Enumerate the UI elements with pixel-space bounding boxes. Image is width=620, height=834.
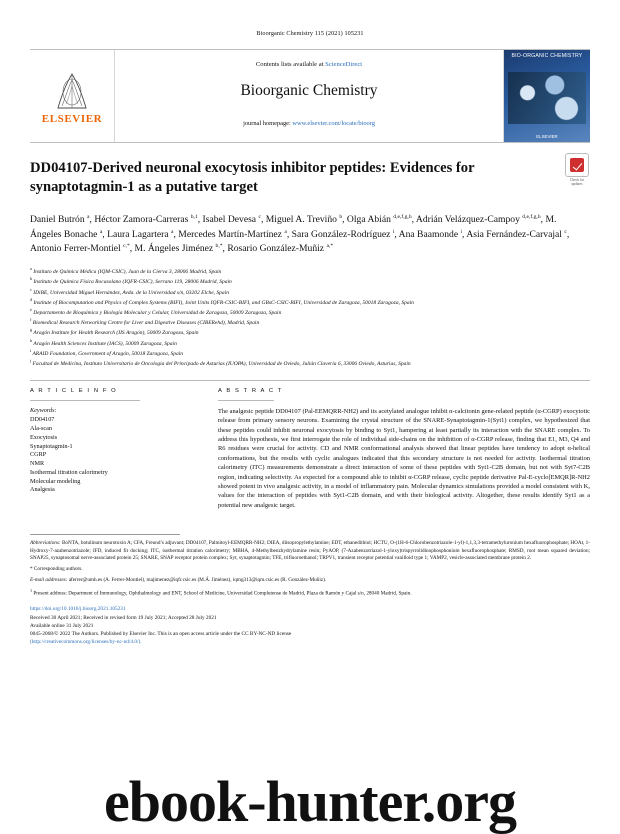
license-line: 0045-2068/© 2022 The Authors. Published by Elsevier Inc. This is an open access article under the CC BY-NC-ND license [30,631,292,638]
journal-homepage-link[interactable]: www.elsevier.com/locate/bioorg [292,120,375,127]
abbreviations-text: BoNTA, botulinum neurotoxin A; CFA, Freund’s adjuvant; DD04107, Palmitoyl-EEMQRR-NH2; DIEA, diisopropylethylamine; EDT, ethanedithiol; HCTU, O-(1H-6-Chlorobenzotriazole-1-yl)-1,1,3,3-tetramethyluronium hexafluorophosphate; HOAt, 1-Hydroxy-7-azabenzotriazole; IFD, induced fit docking; ITC, isothermal titration calorimetry; MBHA, 4-Methylbenzhydrylamine resin; PyAOP, (7-Azabenzotriazol-1-yloxy)trispyrrolidinophosphonium hexafluorophosphate; RMSD, root mean squared deviation; SNAP25, synaptosomal nerve-associated protein 25; SNARE, SNAP receptor protein complex; Syt, synaptotagmin; TFE, trifluoroethanol; TRPV1, transient receptor potential vanilloid type 1; VAMP2, vesicle-associated membrane protein 2. [30,539,591,562]
masthead-center [114,50,504,142]
affiliation-item: $^f$ Biomedical Research Networking Centre for Liver and Digestive Diseases (CIBERehd), Madrid, Spain [30,317,260,326]
present-address-text: Present address: Department of Immunology, Ophthalmology and ENT, School of Medicine, Universidad Complutense de Madrid, Plaza de Ramón y Cajal s/n, 28040 Madrid, Spain. [33,590,412,597]
cover-title: BIO-ORGANIC CHEMISTRY [511,53,583,59]
abstract-column [218,388,590,510]
journal-title: Bioorganic Chemistry [240,82,378,99]
affiliation-item: $^b$ Instituto de Química Física Rocasolano (IQFR-CSIC), Serrano 119, 28006 Madrid, Spain [30,276,232,286]
affiliation-item: $^a$ Instituto de Química Médica (IQM-CSIC), Juan de la Cierva 3, 28006 Madrid, Spain [30,266,222,276]
affiliation-item: $^j$ Facultad de Medicina, Instituto Universitario de Oncología del Principado de Asturias (IUOPA), Universidad de Oviedo, Julián Clavería 6, 33006 Oviedo, Asturias, Spain [30,357,411,367]
abstract-rule [218,400,274,401]
keyword-item: Molecular modeling [30,477,81,485]
affiliation-item: $^c$ IDiBE, Universidad Miguel Hernández, Avda. de la Universidad s/n, 03202 Elche, Spain [30,286,229,296]
title-block [30,159,590,197]
email-addresses[interactable]: aferrer@umh.es (A. Ferrer-Montiel), majimenez@iqfr.csic.es (M.Á. Jiménez), iqmg313@iqm.csic.es (R. González-Muñiz). [68,577,327,584]
journal-masthead [30,49,590,143]
article-info-column [30,388,200,510]
corresponding-note: * Corresponding authors. [30,566,83,573]
journal-cover [503,50,590,142]
affiliation-item: $^e$ Departamento de Bioquímica y Biología Molecular y Celular, Universidad de Zaragoza, 50009 Zaragoza, Spain [30,306,282,316]
affiliation-item: $^d$ Institute of Biocomputation and Physics of Complex Systems (BIFI), Joint Units IQFR-CSIC-BIFI, and GBsC-CSIC-BIFI, Universidad de Zaragoza, 50018 Zaragoza, Spain [30,296,414,306]
present-address-note [30,588,590,599]
keyword-item: Analgesia [30,486,55,494]
cover-artwork [508,72,586,124]
sciencedirect-link[interactable]: ScienceDirect [325,61,363,68]
author-list: Daniel Butrón $^a$, Héctor Zamora-Carreras $^{b,1}$, Isabel Devesa $^c$, Miguel A. Treviño $^b$, Olga Abián $^{d,e,f,g,h}$, Adrián Velázquez-Campoy $^{d,e,f,g,h}$, M. Ángeles Bonache $^a$, Laura Lagartera $^a$, Mercedes Martín-Martínez $^a$, Sara González-Rodríguez $^i$, Ana Baamonde $^i$, Asia Fernández-Carvajal $^c$, Antonio Ferrer-Montiel $^{c,*}$, M. Ángeles Jiménez $^{b,*}$, Rosario González-Muñiz $^{a,*}$ [30,213,570,255]
email-note [30,577,590,585]
keyword-item: NMR [30,460,45,468]
license-anchor[interactable]: (http://creativecommons.org/licenses/by-nc-nd/4.0/). [30,639,142,646]
present-address-marker: 1 [30,587,33,593]
homepage-prefix: journal homepage: [243,120,293,127]
homepage-line [114,120,504,127]
contents-line [114,61,504,68]
keyword-item: Isothermal titration calorimetry [30,468,108,476]
keyword-item: DD04107 [30,416,55,424]
publisher-logo [30,50,115,142]
keyword-item: Ala-scan [30,424,52,432]
watermark-text: ebook-hunter.org [103,769,517,834]
article-title: DD04107-Derived neuronal exocytosis inhibitor peptides: Evidences for synaptotagmin-1 as a putative target [30,160,475,195]
publication-meta [30,605,590,646]
keyword-item: Synaptotagmin-1 [30,442,73,450]
footnote-divider [30,534,180,535]
abbreviations-label: Abbreviations: [30,539,61,546]
keywords-list [30,416,200,495]
elsevier-wordmark: ELSEVIER [41,112,103,125]
footnotes [30,540,590,599]
abstract-text: The analgesic peptide DD04107 (Pal-EEMQRR-NH2) and its acetylated analogue inhibit α-calcitonin gene-related peptide (α-CGRP) exocytotic release from primary sensory neurons. Examining the crystal structure of the SNARE-Synaptotagmin-1(Syt1) complex, we hypothesized that these peptides could inhibit neuronal exocytosis by binding to Syt1, hampering at least partially its interaction with the SNARE complex. To address this hypothesis, we first interrogate the role of individual side-chains on the inhibition of α-CGRP release, finding that E1, M3, Q4 and R6 residues were crucial for activity. CD and NMR conformational analysis showed that linear peptides have tendency to adopt α-helical conformations, but the results with cyclic analogues indicated that this secondary structure is not needed for activity. Isothermal titration calorimetry (ITC) measurements demonstrate a direct interaction of some of these peptides with Syt1-C2B domain, but not with Syt7-C2B region, indicating selectivity. As expected for a compound able to inhibit α-CGRP release, cyclic peptide derivative Pal-E-cyclo[EMQR]R-NH2 showed potent in vivo analgesic activity, in a model of inflammatory pain. Molecular dynamics simulations provided a model consistent with Kₐ values for the interaction of peptides with Syt1-C2B domain, and with their biological activity. Altogether, these results identify Syt1 as a potential new analgesic target. [218,408,590,509]
info-abstract-columns [30,381,590,510]
keyword-item: CGRP [30,451,47,459]
license-url[interactable] [30,638,590,646]
abbreviations-note [30,540,590,563]
crossmark-label: Check for updates [569,178,585,187]
keywords-label: Keywords: [30,407,57,415]
article-info-heading: A R T I C L E I N F O [30,388,118,395]
crossmark-badge[interactable] [564,153,590,187]
doi-link[interactable] [30,605,590,613]
available-online-line: Available online 31 July 2021 [30,622,94,629]
affiliation-item: $^g$ Aragón Institute for Health Research (IIS Aragón), 50009 Zaragoza, Spain [30,327,199,337]
article-info-rule [30,400,140,401]
elsevier-tree-icon [52,68,92,112]
affiliation-item: $^h$ Aragón Health Sciences Institute (IACS), 50009 Zaragoza, Spain [30,337,177,347]
affiliation-list [30,266,590,368]
history-line: Received 30 April 2021; Received in revised form 19 July 2021; Accepted 28 July 2021 [30,614,217,621]
cover-publisher: ELSEVIER [536,134,558,139]
running-head [0,0,620,37]
keyword-item: Exocytosis [30,433,58,441]
doi-anchor[interactable]: https://doi.org/10.1016/j.bioorg.2021.105231 [30,606,126,613]
crossmark-icon [565,153,589,177]
contents-prefix: Contents lists available at [255,61,326,68]
running-head-citation: Bioorganic Chemistry 115 (2021) 105231 [256,30,364,37]
affiliation-item: $^i$ ARAID Foundation, Government of Aragón, 50018 Zaragoza, Spain [30,347,183,357]
email-label: E-mail addresses: [30,577,68,584]
abstract-heading: A B S T R A C T [218,388,283,395]
